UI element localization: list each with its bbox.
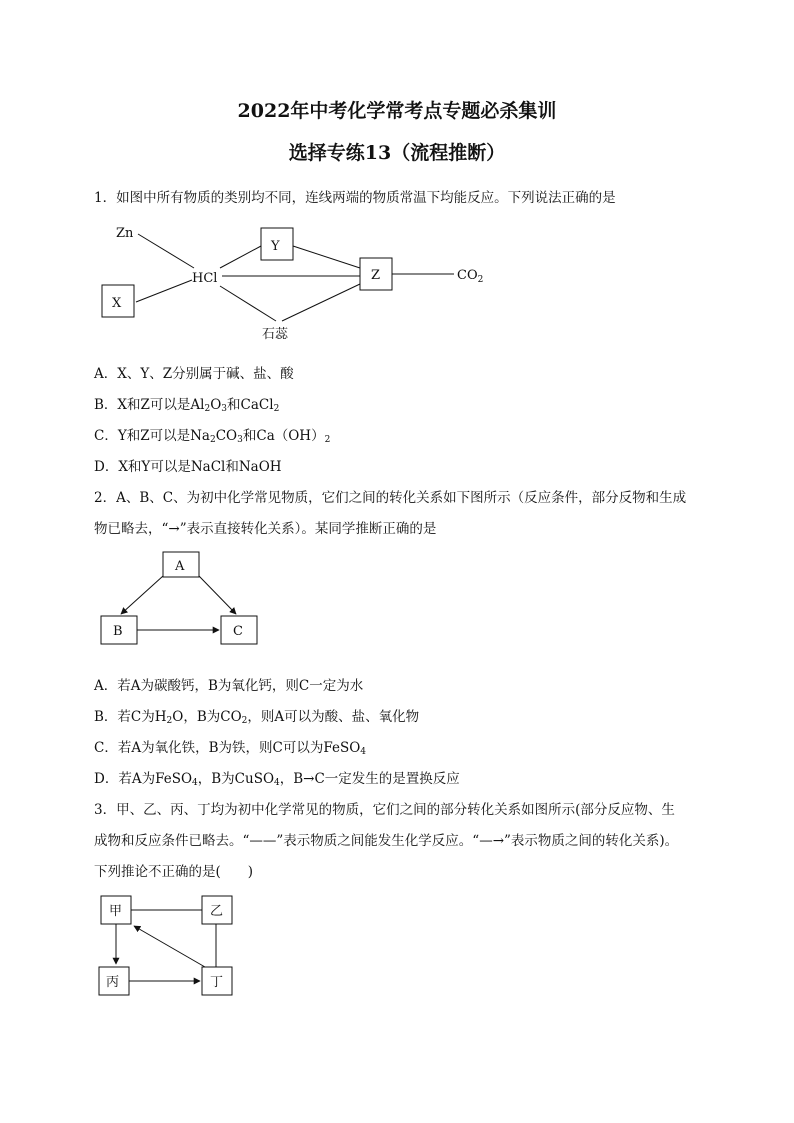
q2-node-c: C xyxy=(233,624,243,639)
q1-option-d: D．X和Y可以是NaCl和NaOH xyxy=(94,459,282,475)
q1-node-zn: Zn xyxy=(116,226,134,241)
document-subtitle: 选择专练13（流程推断） xyxy=(288,142,506,164)
q2-option-c: C．若A为氧化铁，B为铁，则C可以为FeSO$_4$ xyxy=(94,740,366,757)
q1-edge-hcl-y xyxy=(220,246,261,268)
q3-diagram xyxy=(99,896,232,995)
q1-option-a: A．X、Y、Z分别属于碱、盐、酸 xyxy=(94,366,294,382)
q1-edge-y-z xyxy=(293,246,360,268)
q1-edge-zn-hcl xyxy=(138,234,194,268)
q3-node-jia: 甲 xyxy=(109,904,123,919)
q3-node-bing: 丙 xyxy=(106,975,120,990)
document-title: 2022年中考化学常考点专题必杀集训 xyxy=(237,100,557,122)
q3-node-yi: 乙 xyxy=(210,904,224,919)
q3-stem-line3: 下列推论不正确的是( ) xyxy=(94,864,254,880)
q1-option-b: B．X和Z可以是$Al_2O_3$和CaCl$_2$ xyxy=(94,397,280,414)
q2-node-b: B xyxy=(113,624,123,639)
q2-arrow-a-b xyxy=(121,576,163,614)
q3-arrow-ding-jia xyxy=(134,926,205,967)
q1-edge-hcl-litmus xyxy=(220,286,276,321)
q1-node-hcl: HCl xyxy=(192,271,218,286)
q1-node-z: Z xyxy=(371,268,381,283)
q1-edge-litmus-z xyxy=(282,284,360,321)
q1-stem: 1．如图中所有物质的类别均不同，连线两端的物质常温下均能反应。下列说法正确的是 xyxy=(94,190,616,206)
q2-arrow-a-c xyxy=(199,576,236,614)
q2-option-b: B．若C为$H_2O$，B为$CO_2$，则A可以为酸、盐、氧化物 xyxy=(94,709,420,726)
q1-node-litmus: 石蕊 xyxy=(262,327,289,342)
q1-edge-x-hcl xyxy=(136,280,192,302)
q2-diagram xyxy=(101,552,257,644)
q2-option-a: A．若A为碳酸钙，B为氧化钙，则C一定为水 xyxy=(94,678,364,694)
q3-node-ding: 丁 xyxy=(210,975,224,990)
q1-node-x: X xyxy=(112,296,122,311)
q2-node-a: A xyxy=(175,559,185,574)
q3-stem-line2: 成物和反应条件已略去。“——”表示物质之间能发生化学反应。“—→”表示物质之间的转化关系)。 xyxy=(94,833,679,849)
q1-diagram xyxy=(102,226,483,342)
q2-stem-line2: 物已略去，“→”表示直接转化关系）。某同学推断正确的是 xyxy=(94,521,437,537)
q1-option-c: C．Y和Z可以是$Na_2CO_3$和$Ca(OH)_2$ xyxy=(94,428,331,445)
q3-stem-line1: 3．甲、乙、丙、丁均为初中化学常见的物质，它们之间的部分转化关系如图所示(部分反应物、生 xyxy=(94,802,675,818)
q1-node-co2: $CO_2$ xyxy=(457,268,484,285)
q2-option-d: D．若A为FeSO$_4$，B为CuSO$_4$，B→C一定发生的是置换反应 xyxy=(94,771,460,788)
q2-stem-line1: 2．A、B、C、为初中化学常见物质，它们之间的转化关系如下图所示（反应条件，部分反物和生成 xyxy=(94,490,687,506)
q1-node-y: Y xyxy=(271,239,280,254)
